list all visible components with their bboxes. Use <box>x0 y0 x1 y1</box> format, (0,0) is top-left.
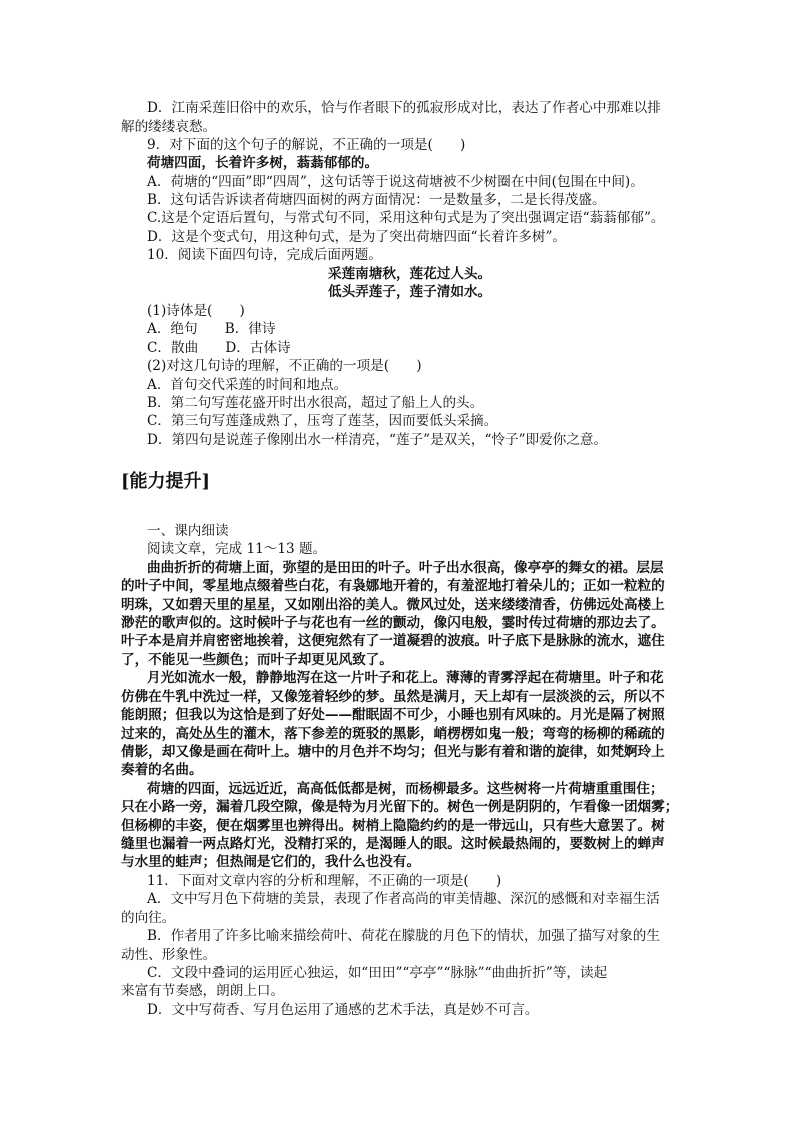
q8-option-d-line1: D．江南采莲旧俗中的欢乐，恰与作者眼下的孤寂形成对比，表达了作者心中那难以排 <box>147 100 661 116</box>
q11-option-c-line2: 来富有节奏感，朗朗上口。 <box>121 983 285 999</box>
q9-option-b: B．这句话告诉读者荷塘四面树的两方面情况：一是数量多，二是长得茂盛。 <box>147 192 606 208</box>
passage-p3-line2: 只在小路一旁，漏着几段空隙，像是特为月光留下的。树色一例是阴阴的，乍看像一团烟雾； <box>121 799 679 815</box>
passage-p1-line6: 了，不能见一些颜色；而叶子却更见风致了。 <box>121 652 393 668</box>
q10-sub2-option-a: A．首句交代采莲的时间和地点。 <box>147 377 348 393</box>
q11-option-d: D．文中写荷香、写月色运用了通感的艺术手法，真是妙不可言。 <box>147 1002 539 1018</box>
passage-p3-line5: 与水里的蛙声；但热闹是它们的，我什么也没有。 <box>121 854 421 870</box>
passage-p3-line3: 但杨柳的丰姿，便在烟雾里也辨得出。树梢上隐隐约约的是一带远山，只有些大意罢了。树 <box>121 818 665 834</box>
q10-sub1-options-cd: C．散曲 D．古体诗 <box>147 340 291 356</box>
q11-option-b-line2: 动性、形象性。 <box>121 947 217 963</box>
q10-sub2-option-d: D．第四句是说莲子像刚出水一样清亮，“莲子”是双关，“怜子”即爱你之意。 <box>147 432 608 448</box>
q11-stem: 11．下面对文章内容的分析和理解，不正确的一项是( ) <box>147 873 502 889</box>
q9-option-a: A．荷塘的“四面”即“四周”，这句话等于说这荷塘被不少树圈在中间(包围在中间)。 <box>147 174 644 190</box>
passage-p2-line6: 奏着的名曲。 <box>121 762 203 778</box>
q10-sub1-stem: (1)诗体是( ) <box>147 303 245 319</box>
passage-p2-line3: 能朗照；但我以为这恰是到了好处——酣眠固不可少，小睡也别有风味的。月光是隔了树照 <box>121 707 665 723</box>
q11-option-c-line1: C．文段中叠词的运用匠心独运，如“田田”“亭亭”“脉脉”“曲曲折折”等，读起 <box>147 965 608 981</box>
q10-sub2-option-c: C．第三句写莲蓬成熟了，压弯了莲茎，因而要低头采摘。 <box>147 413 498 429</box>
passage-p3-line1: 荷塘的四面，远远近近，高高低低都是树，而杨柳最多。这些树将一片荷塘重重围住； <box>147 781 664 797</box>
passage-p2-line1: 月光如流水一般，静静地泻在这一片叶子和花上。薄薄的青雾浮起在荷塘里。叶子和花 <box>147 670 664 686</box>
q9-option-c: C.这是个定语后置句，与常式句不同，采用这种句式是为了突出强调定语“蓊蓊郁郁”。 <box>147 210 665 226</box>
part-one-title: 一、课内细读 <box>147 523 229 539</box>
q10-sub2-option-b: B．第二句写莲花盛开时出水很高，超过了船上人的头。 <box>147 395 484 411</box>
poem-line-2: 低头弄莲子，莲子清如水。 <box>328 284 492 300</box>
q10-sub1-options-ab: A．绝句 B．律诗 <box>147 321 276 337</box>
section-heading: [能力提升] <box>121 471 211 492</box>
q9-option-d: D．这是个变式句，用这种句式，是为了突出荷塘四面“长着许多树”。 <box>147 229 567 245</box>
passage-p2-line5: 倩影，却又像是画在荷叶上。塘中的月色并不均匀；但光与影有着和谐的旋律，如梵婀玲上 <box>121 744 665 760</box>
passage-p1-line5: 叶子本是肩并肩密密地挨着，这便宛然有了一道凝碧的波痕。叶子底下是脉脉的流水，遮住 <box>121 633 665 649</box>
q9-quoted-sentence: 荷塘四面，长着许多树，蓊蓊郁郁的。 <box>147 155 379 171</box>
poem-line-1: 采莲南塘秋，莲花过人头。 <box>328 266 492 282</box>
reading-instruction: 阅读文章，完成 11～13 题。 <box>147 541 327 557</box>
q11-option-a-line1: A．文中写月色下荷塘的美景，表现了作者高尚的审美情趣、深沉的感慨和对幸福生活 <box>147 891 660 907</box>
q9-stem: 9．对下面的这个句子的解说，不正确的一项是( ) <box>147 137 466 153</box>
q11-option-a-line2: 的向往。 <box>121 910 176 926</box>
q8-option-d-line2: 解的缕缕哀愁。 <box>121 119 217 135</box>
passage-p1-line3: 明珠，又如碧天里的星星，又如刚出浴的美人。微风过处，送来缕缕清香，仿佛远处高楼上 <box>121 597 665 613</box>
passage-p1-line4: 渺茫的歌声似的。这时候叶子与花也有一丝的颤动，像闪电般，霎时传过荷塘的那边去了。 <box>121 615 665 631</box>
passage-p2-line4: 过来的，高处丛生的灌木，落下参差的斑驳的黑影，峭楞楞如鬼一般；弯弯的杨柳的稀疏的 <box>121 726 665 742</box>
passage-p2-line2: 仿佛在牛乳中洗过一样，又像笼着轻纱的梦。虽然是满月，天上却有一层淡淡的云，所以不 <box>121 689 665 705</box>
q11-option-b-line1: B．作者用了许多比喻来描绘荷叶、荷花在朦胧的月色下的情状，加强了描写对象的生 <box>147 928 660 944</box>
passage-p1-line2: 的叶子中间，零星地点缀着些白花，有袅娜地开着的，有羞涩地打着朵儿的；正如一粒粒的 <box>121 578 665 594</box>
passage-p3-line4: 缝里也漏着一两点路灯光，没精打采的，是渴睡人的眼。这时候最热闹的，要数树上的蝉声 <box>121 836 665 852</box>
passage-p1-line1: 曲曲折折的荷塘上面，弥望的是田田的叶子。叶子出水很高，像亭亭的舞女的裙。层层 <box>147 560 664 576</box>
q10-stem: 10．阅读下面四句诗，完成后面两题。 <box>147 247 382 263</box>
q10-sub2-stem: (2)对这几句诗的理解，不正确的一项是( ) <box>147 358 422 374</box>
